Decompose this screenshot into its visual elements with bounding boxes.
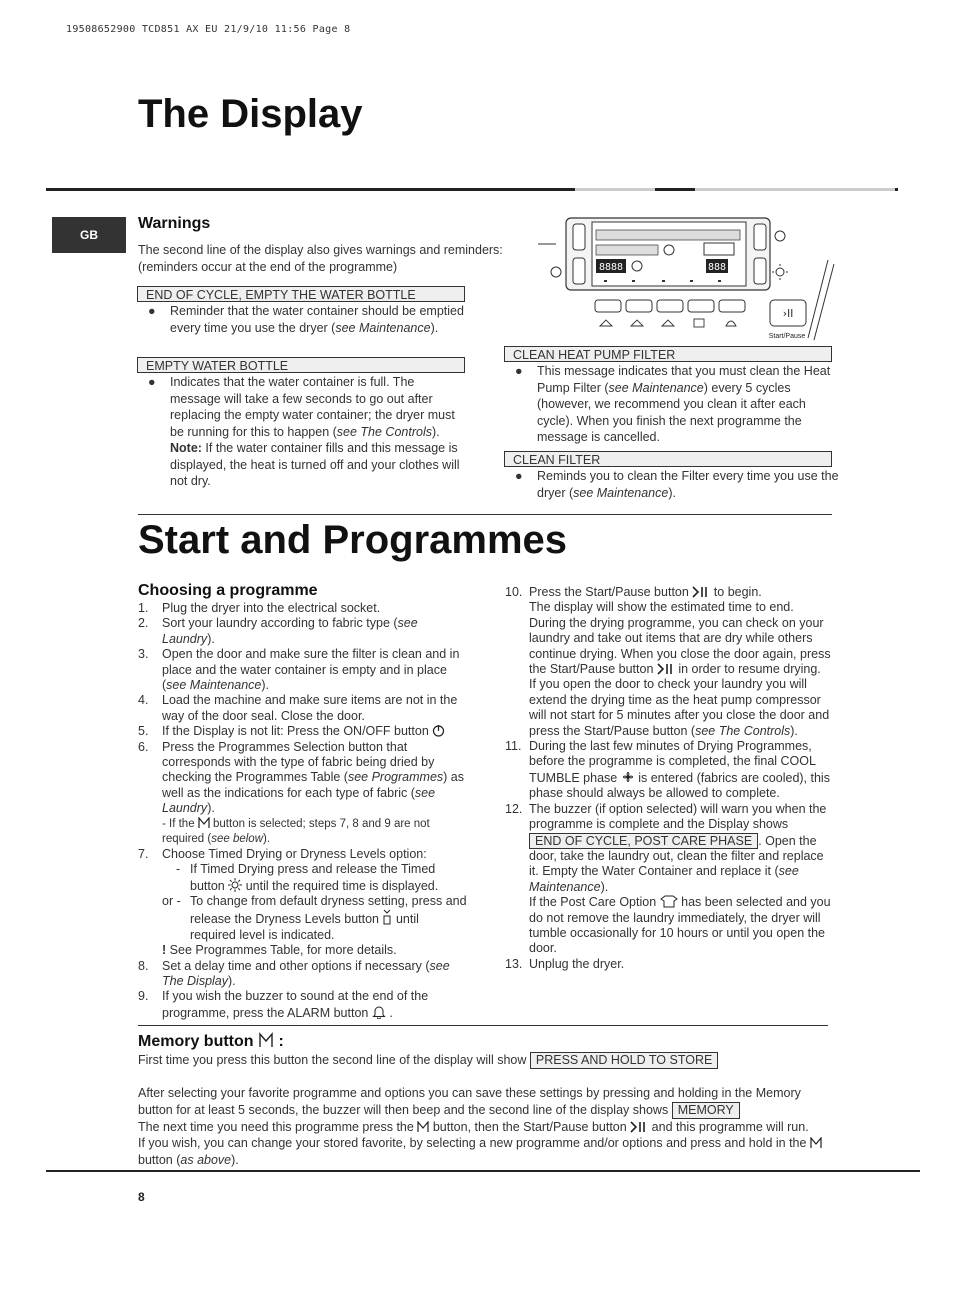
alarm-bell-icon — [372, 1005, 386, 1019]
step: 3. Open the door and make sure the filter is clean and in place and the water container is empty and in place (see Maintenance). — [138, 647, 460, 693]
message-box: MEMORY — [672, 1102, 740, 1119]
print-header: 19508652900 TCD851 AX EU 21/9/10 11:56 Page 8 — [66, 24, 351, 35]
step: 6. Press the Programmes Selection button that corresponds with the type of fabric being dried by checking the Programmes Table (see Programmes) as well as the indications for each type of fabric (see Laundry). - If the button is selected; steps 7, 8 and 9 are not required (see below). — [138, 739, 464, 845]
step: 12. The buzzer (if option selected) will warn you when the programme is complete and the Display shows END OF CYCLE, POST CARE PHASE . Open the door, take the laundry out, clean the filter and replace it. Empty the Water Container and replace it (see Maintenance). If the Post Care Option has been selected and you do not remove the laundry immediately, the dryer will tumble occasionally for 10 hours or until you open the door. — [505, 801, 831, 956]
divider — [138, 514, 832, 515]
warnings-heading: Warnings — [138, 215, 211, 232]
start-pause-label: Start/Pause — [768, 333, 806, 340]
message-box: PRESS AND HOLD TO STORE — [530, 1052, 718, 1069]
post-care-icon — [660, 895, 678, 908]
footer-rule — [46, 1170, 920, 1172]
step: 5. If the Display is not lit: Press the ON/OFF button — [138, 724, 468, 739]
dryness-icon — [382, 909, 392, 925]
memory-icon — [258, 1032, 274, 1048]
step: 13. Unplug the dryer. — [505, 956, 625, 971]
section-title-display: The Display — [138, 92, 363, 136]
step: 9. If you wish the buzzer to sound at the end of the programme, press the ALARM button . — [138, 989, 429, 1020]
memory-heading: Memory button : — [138, 1033, 284, 1050]
start-pause-icon — [692, 586, 710, 598]
page-number: 8 — [138, 1190, 145, 1204]
message-box: END OF CYCLE, POST CARE PHASE — [529, 833, 758, 849]
warnings-intro: The second line of the display also gives warnings and reminders: (reminders occur at the end of the programme) — [138, 243, 503, 274]
start-pause-icon — [657, 663, 675, 675]
step: 10. Press the Start/Pause button to begin. The display will show the estimated time to end. During the drying programme, you can check on your laundry and take out items that are dry while others continue drying. When you close the door again, press the Start/Pause button in order to resume drying. If you open the door to check your laundry you will extend the drying time as the heat pump compressor will not start for 5 minutes after you close the door and press the Start/Pause button (see The Controls). — [505, 585, 831, 738]
warning-description: ● This message indicates that you must clean the Heat Pump Filter (see Maintenance) every 5 cycles (however, we recommend you clean it after each cycle). When you finish the next programme the message is cancelled. — [515, 364, 831, 444]
language-tab: GB — [52, 217, 126, 253]
memory-paragraph: After selecting your favorite programme and options you can save these settings by pressing and holding in the Memory button for at least 5 seconds, the buzzer will then beep and the second line of the display shows MEMORY The next time you need this programme press the button, then the Start/Pause button and this programme will run. If you wish, you can change your stored favorite, by selecting a new programme and/or options and press and hold in the button (as above). — [138, 1085, 836, 1168]
step: 2. Sort your laundry according to fabric type (see Laundry). — [138, 616, 418, 646]
cool-tumble-icon — [621, 770, 635, 784]
warning-description: ● Indicates that the water container is full. The message will take a few seconds to go out after replacing the empty water container; the dryer must be running for this to happen (see The Controls). Note: If the water container fills and this message is displayed, the heat is turned off and your clothes will not dry. — [148, 375, 460, 488]
message-box: EMPTY WATER BOTTLE — [137, 357, 465, 373]
step: 4. Load the machine and make sure items are not in the way of the door seal. Close the door. — [138, 693, 458, 723]
steps-right — [505, 585, 833, 972]
choosing-heading: Choosing a programme — [138, 582, 318, 599]
memory-paragraph: First time you press this button the second line of the display will show PRESS AND HOLD TO STORE — [138, 1052, 838, 1069]
svg-text:›ll: ›ll — [782, 307, 794, 320]
memory-icon — [417, 1121, 429, 1133]
warning-description: ● Reminder that the water container should be emptied every time you use the dryer (see Maintenance). — [148, 304, 464, 335]
segment-display-left: 8888 — [598, 262, 624, 273]
step: 1. Plug the dryer into the electrical socket. — [138, 601, 381, 615]
section-title-start: Start and Programmes — [138, 518, 568, 562]
step: 8. Set a delay time and other options if necessary (see The Display). — [138, 958, 450, 988]
step: 7. Choose Timed Drying or Dryness Levels option: - If Timed Drying press and release the Timed button until the required time is displayed. or - To change from default dryness setting, press and release the Dryness Levels button until required level is indicated. ! See Programmes Table, for more details. — [138, 846, 467, 958]
power-icon — [432, 724, 445, 737]
memory-icon — [198, 817, 210, 829]
control-panel-diagram — [538, 212, 838, 344]
start-pause-icon — [630, 1121, 648, 1133]
message-box: CLEAN HEAT PUMP FILTER — [504, 346, 832, 362]
warning-description: ● Reminds you to clean the Filter every time you use the dryer (see Maintenance). — [515, 469, 839, 500]
step: 11. During the last few minutes of Drying Programmes, before the programme is completed, the final COOL TUMBLE phase is entered (fabrics are cooled), this phase should always be allowed to complete. — [505, 739, 830, 801]
memory-icon — [810, 1137, 822, 1149]
rule-highlight — [695, 188, 895, 191]
message-box: CLEAN FILTER — [504, 451, 832, 467]
message-box: END OF CYCLE, EMPTY THE WATER BOTTLE — [137, 286, 465, 302]
steps-left — [138, 601, 468, 1021]
timed-sun-icon — [228, 878, 242, 892]
segment-display-right: 888 — [707, 262, 727, 273]
divider — [138, 1025, 828, 1026]
rule-highlight — [575, 188, 655, 191]
